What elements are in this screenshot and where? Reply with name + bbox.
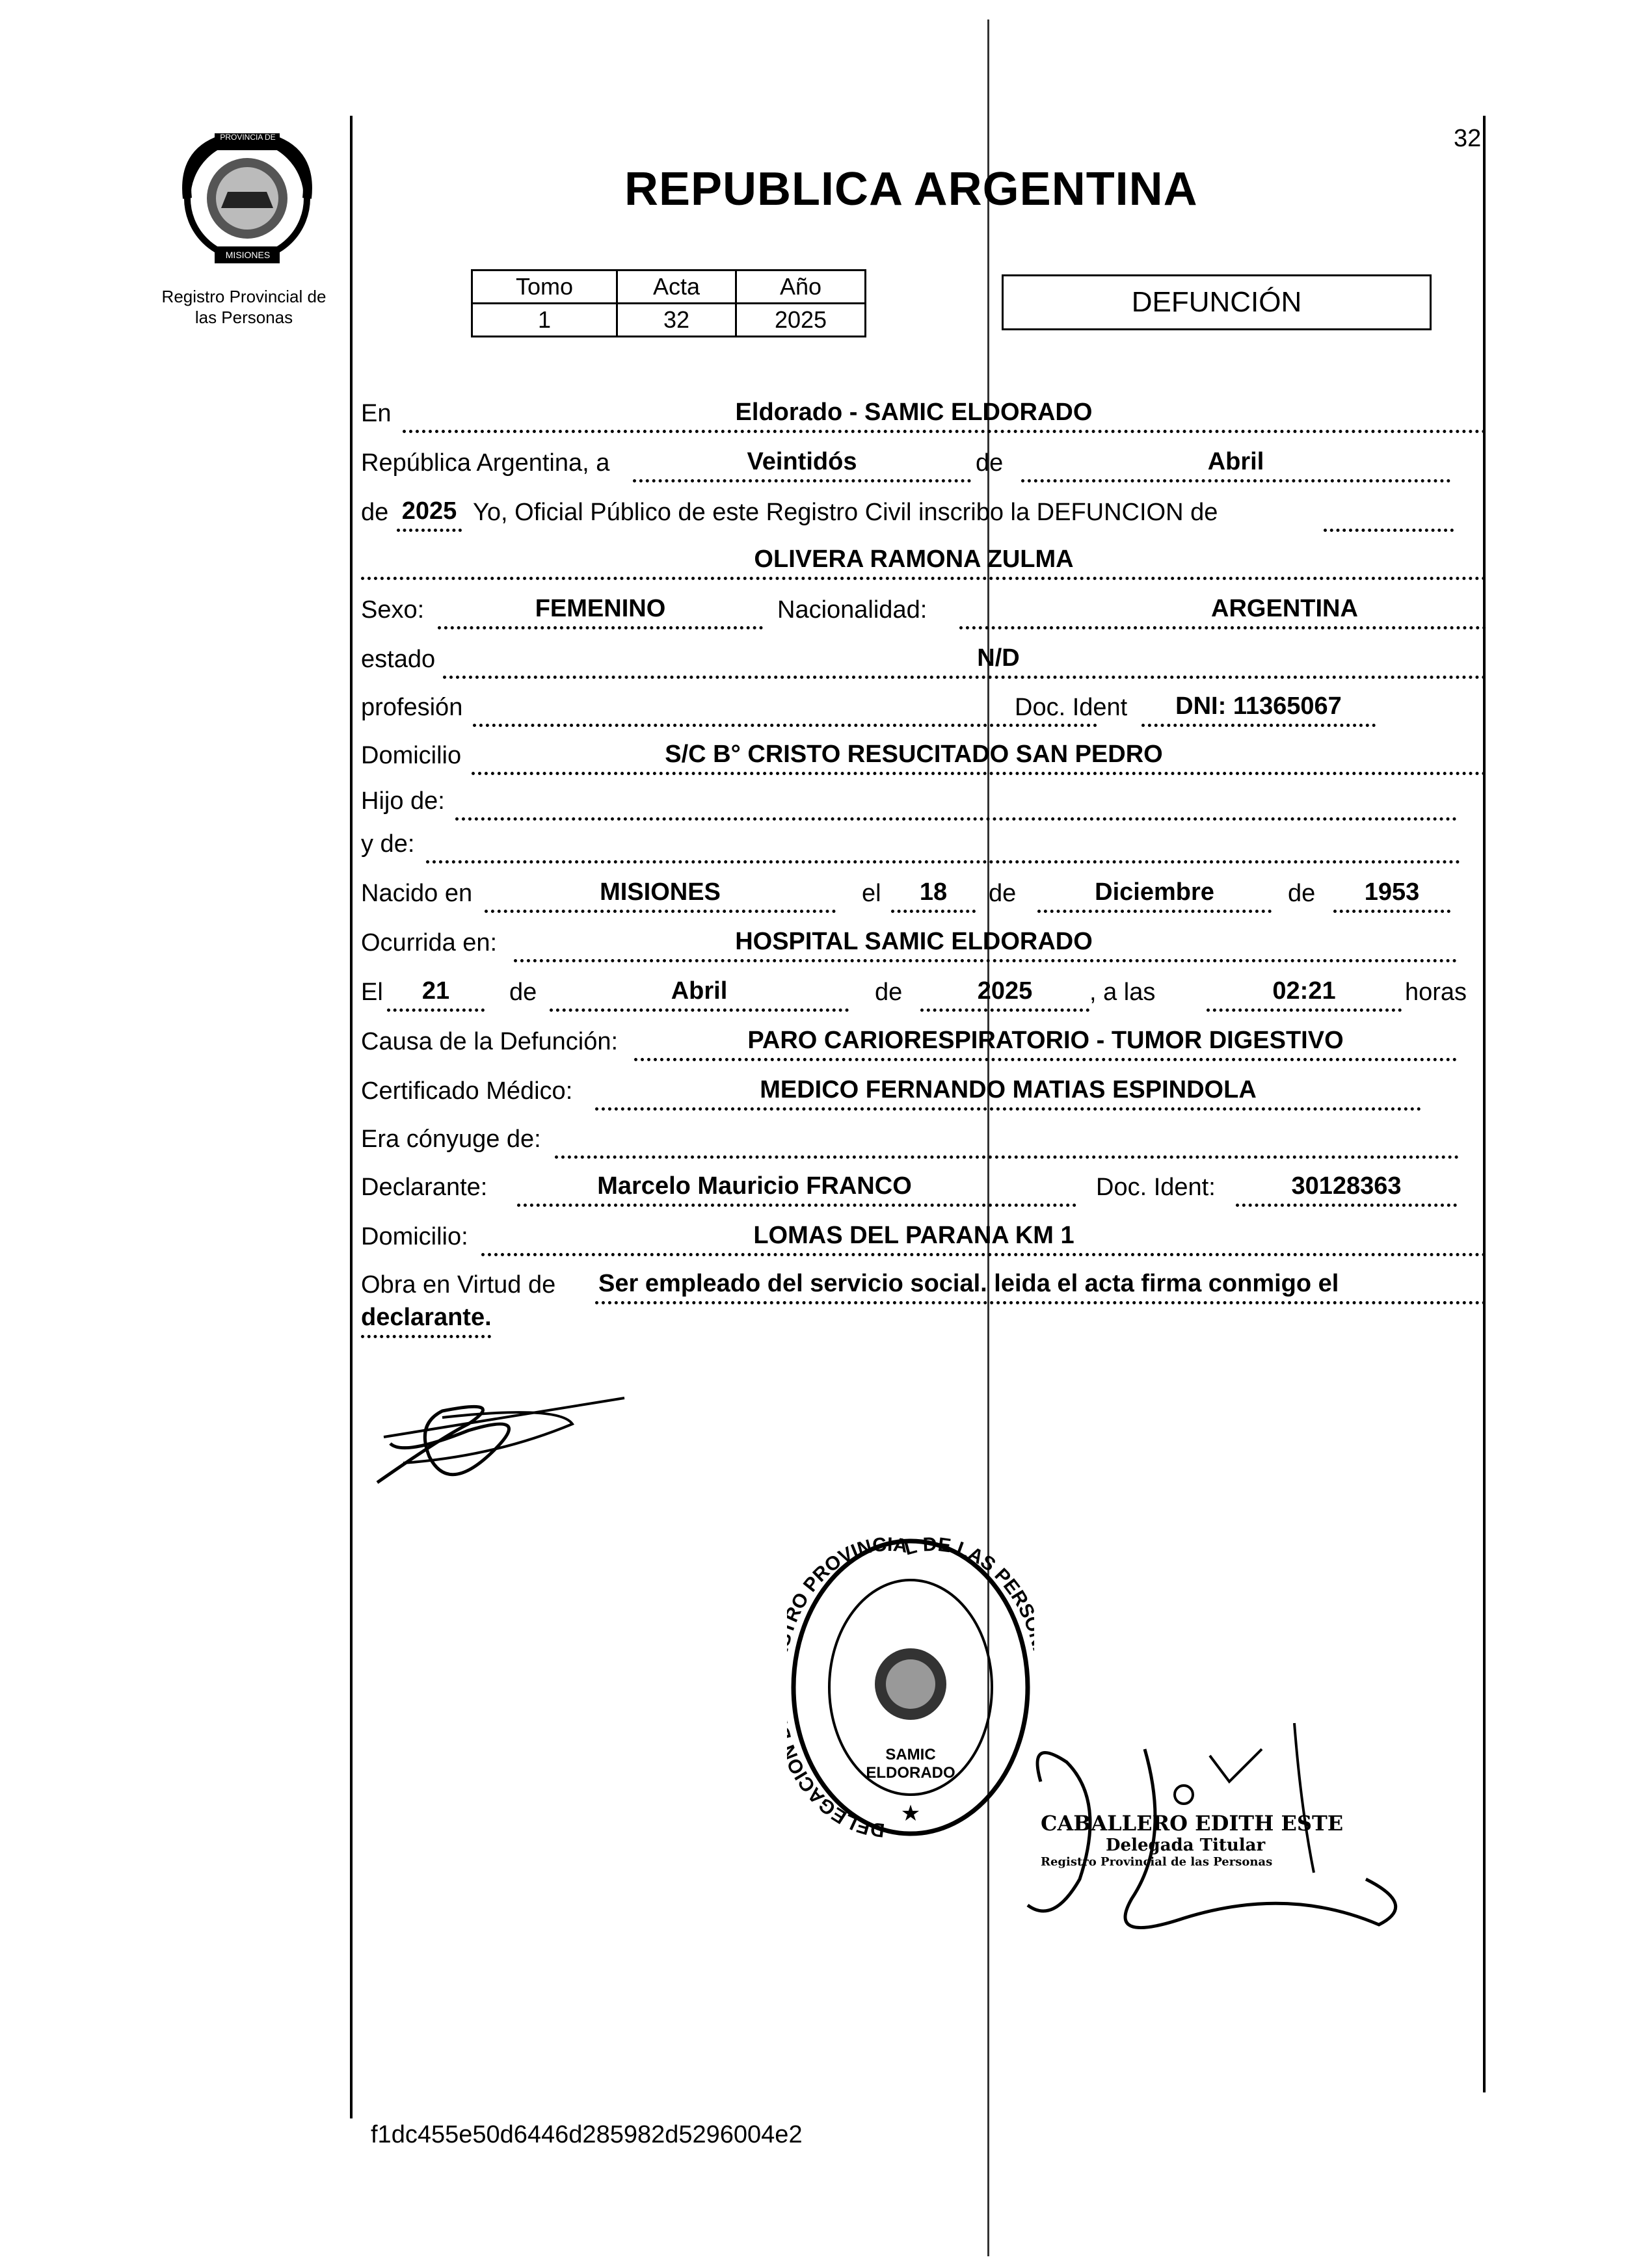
doc-value: DNI: 11365067 xyxy=(1175,692,1342,720)
official-stamp-line2: Delegada Titular xyxy=(1106,1836,1266,1855)
alas-label: , a las xyxy=(1089,979,1156,1006)
doc-label: Doc. Ident xyxy=(1015,694,1128,721)
certificado-value: MEDICO FERNANDO MATIAS ESPINDOLA xyxy=(760,1076,1257,1103)
official-stamp xyxy=(1041,1811,1379,1869)
nacido-de2: de xyxy=(1288,880,1316,907)
stamp-inner-text: SAMIC ELDORADO xyxy=(866,1746,955,1782)
republica-label: República Argentina, a xyxy=(361,449,610,477)
org-label xyxy=(146,286,341,328)
sexo-label: Sexo: xyxy=(361,596,425,624)
row-causa xyxy=(361,1018,1486,1064)
stamp-ring-text: DELEGACI O PROVINCIAL DE LAS PER xyxy=(787,1535,1033,1841)
estado-value: N/D xyxy=(977,644,1020,672)
en-label: En xyxy=(361,400,392,427)
nacido-dia: 18 xyxy=(919,878,948,906)
ocurrida-label: Ocurrida en: xyxy=(361,929,498,956)
record-type: DEFUNCIÓN xyxy=(1131,286,1302,318)
def-mes: Abril xyxy=(671,977,728,1005)
nacionalidad-value: ARGENTINA xyxy=(1211,595,1358,622)
en-value: Eldorado - SAMIC ELDORADO xyxy=(735,399,1093,426)
row-profesion xyxy=(361,684,1486,730)
anio-value-field: 2025 xyxy=(401,497,457,525)
profesion-label: profesión xyxy=(361,694,463,721)
dia-value: Veintidós xyxy=(747,448,857,475)
left-border-line xyxy=(350,116,353,2118)
row-hijo xyxy=(361,778,1486,823)
seal-text-bottom: MISIONES xyxy=(225,250,271,260)
def-anio: 2025 xyxy=(977,977,1033,1005)
declarant-signature xyxy=(364,1372,637,1505)
registry-stamp xyxy=(787,1535,1034,1850)
causa-value: PARO CARIORESPIRATORIO - TUMOR DIGESTIVO xyxy=(747,1027,1344,1054)
seal-text-top: PROVINCIA DE xyxy=(220,133,276,142)
def-de2: de xyxy=(875,979,903,1006)
domicilio-value: S/C B° CRISTO RESUCITADO SAN PEDRO xyxy=(665,741,1163,768)
row-domicilio xyxy=(361,732,1486,778)
obra-value2: declarante. xyxy=(361,1304,492,1331)
record-type-box xyxy=(1002,274,1432,330)
row-yde xyxy=(361,821,1486,866)
nacionalidad-label: Nacionalidad: xyxy=(777,596,927,624)
mes-value: Abril xyxy=(1207,448,1264,475)
row-fecha-def xyxy=(361,969,1486,1014)
ocurrida-value: HOSPITAL SAMIC ELDORADO xyxy=(735,928,1093,955)
anio-value: 2025 xyxy=(736,304,866,337)
declarante-label: Declarante: xyxy=(361,1174,488,1201)
svg-text:★: ★ xyxy=(900,1801,921,1826)
nombre-value: OLIVERA RAMONA ZULMA xyxy=(754,546,1074,573)
record-table xyxy=(471,269,866,337)
declarante-doc-value: 30128363 xyxy=(1291,1172,1402,1200)
nacido-lugar: MISIONES xyxy=(600,878,721,906)
domicilio-label: Domicilio xyxy=(361,742,462,769)
official-stamp-line1: CABALLERO EDITH ESTE xyxy=(1041,1811,1344,1836)
obra-label: Obra en Virtud de xyxy=(361,1271,556,1299)
dom2-value: LOMAS DEL PARANA KM 1 xyxy=(753,1222,1074,1249)
el2-label: El xyxy=(361,979,383,1006)
de-label: de xyxy=(976,449,1004,477)
row-estado xyxy=(361,636,1486,681)
declarante-value: Marcelo Mauricio FRANCO xyxy=(597,1172,912,1200)
row-anio xyxy=(361,489,1486,534)
org-label-line2: las Personas xyxy=(194,308,293,327)
nacido-mes: Diciembre xyxy=(1095,878,1214,906)
page-title: REPUBLICA ARGENTINA xyxy=(624,163,1198,215)
row-ocurrida xyxy=(361,919,1486,965)
tomo-header: Tomo xyxy=(472,270,617,304)
nacido-de1: de xyxy=(989,880,1017,907)
row-nacido xyxy=(361,870,1486,916)
nacido-label: Nacido en xyxy=(361,880,473,907)
sexo-value: FEMENINO xyxy=(535,595,666,622)
el-label: el xyxy=(862,880,881,907)
dom2-label: Domicilio: xyxy=(361,1223,468,1250)
def-de1: de xyxy=(509,979,537,1006)
def-dia: 21 xyxy=(421,977,450,1005)
page-number: 32 xyxy=(1454,125,1482,152)
yde-label: y de: xyxy=(361,830,415,858)
declarante-doc-label: Doc. Ident: xyxy=(1096,1174,1216,1201)
row-republica xyxy=(361,440,1486,485)
tomo-value: 1 xyxy=(472,304,617,337)
conyuge-label: Era cónyuge de: xyxy=(361,1126,541,1153)
certificado-label: Certificado Médico: xyxy=(361,1077,573,1105)
de2-label: de xyxy=(361,499,389,526)
horas-label: horas xyxy=(1405,979,1467,1006)
province-seal xyxy=(176,127,319,270)
document-hash: f1dc455e50d6446d285982d5296004e2 xyxy=(371,2121,803,2148)
nacido-anio: 1953 xyxy=(1364,878,1420,906)
acta-header: Acta xyxy=(617,270,736,304)
obra-value: Ser empleado del servicio social. leida el acta firma conmigo el xyxy=(598,1270,1339,1297)
acta-value: 32 xyxy=(617,304,736,337)
causa-label: Causa de la Defunción: xyxy=(361,1028,619,1055)
row-obra2 xyxy=(361,1295,1486,1341)
row-en xyxy=(361,390,1486,436)
estado-label: estado xyxy=(361,646,436,673)
row-domicilio2 xyxy=(361,1213,1486,1259)
row-nombre xyxy=(361,537,1486,583)
row-declarante xyxy=(361,1164,1486,1209)
yo-text: Yo, Oficial Público de este Registro Civil inscribo la DEFUNCION de xyxy=(473,499,1218,526)
org-label-line1: Registro Provincial de xyxy=(161,287,327,306)
row-conyuge xyxy=(361,1116,1486,1161)
row-sexo xyxy=(361,587,1486,632)
row-certificado xyxy=(361,1068,1486,1113)
anio-header: Año xyxy=(736,270,866,304)
def-hora: 02:21 xyxy=(1272,977,1336,1005)
hijo-label: Hijo de: xyxy=(361,787,445,815)
official-stamp-line3: Registro Provincial de las Personas xyxy=(1041,1855,1273,1869)
